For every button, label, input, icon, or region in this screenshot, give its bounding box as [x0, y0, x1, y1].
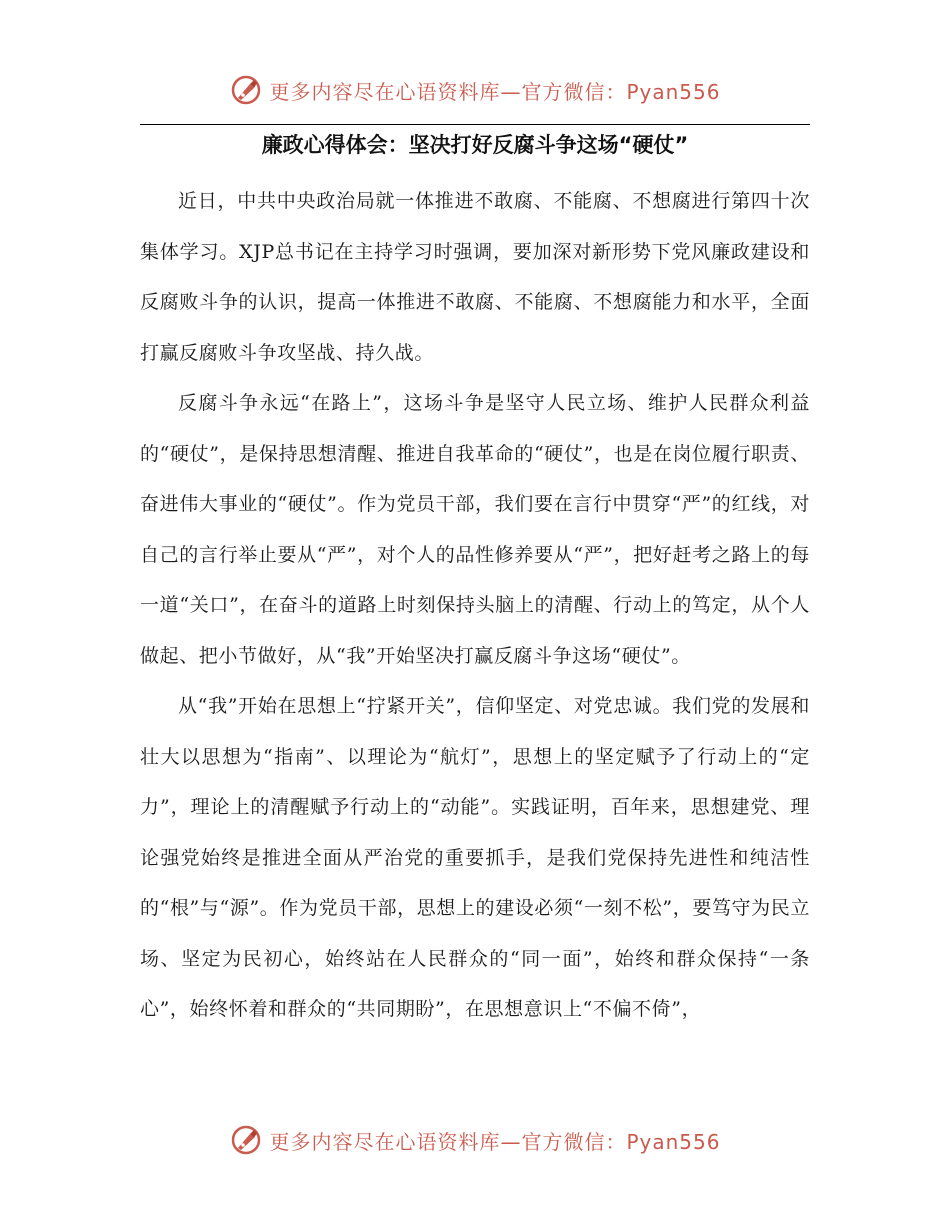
paragraph: 近日，中共中央政治局就一体推进不敢腐、不能腐、不想腐进行第四十次集体学习。XJP总书记在主持学习时强调，要加深对新形势下党风廉政建设和反腐败斗争的认识，提高一体推进不敢腐、不能腐、不想腐能力和水平，全面打赢反腐败斗争攻坚战、持久战。: [140, 190, 810, 364]
pen-nib-logo-icon: [229, 1123, 263, 1157]
footer-banner: [0, 1120, 950, 1160]
header-banner-text: 更多内容尽在心语资料库—官方微信：Pyan556: [269, 79, 721, 104]
paragraph: 反腐斗争永远“在路上”，这场斗争是坚守人民立场、维护人民群众利益的“硬仗”，是保持思想清醒、推进自我革命的“硬仗”，也是在岗位履行职责、奋进伟大事业的“硬仗”。作为党员干部，我们要在言行中贯穿“严”的红线，对自己的言行举止要从“严”，对个人的品性修养要从“严”，把好赶考之路上的每一道“关口”，在奋斗的道路上时刻保持头脑上的清醒、行动上的笃定，从个人做起、把小节做好，从“我”开始坚决打赢反腐斗争这场“硬仗”。: [140, 392, 810, 667]
document-title: 廉政心得体会：坚决打好反腐斗争这场“硬仗”: [261, 133, 689, 157]
document-body: [140, 176, 810, 1035]
paragraph: 从“我”开始在思想上“拧紧开关”，信仰坚定、对党忠诚。我们党的发展和壮大以思想为“指南”、以理论为“航灯”，思想上的坚定赋予了行动上的“定力”，理论上的清醒赋予行动上的“动能”。实践证明，百年来，思想建党、理论强党始终是推进全面从严治党的重要抓手，是我们党保持先进性和纯洁性的“根”与“源”。作为党员干部，思想上的建设必须“一刻不松”，要笃守为民立场、坚定为民初心，始终站在人民群众的“同一面”，始终和群众保持“一条心”，始终怀着和群众的“共同期盼”，在思想意识上“不偏不倚”，: [140, 695, 810, 1020]
footer-banner-text: 更多内容尽在心语资料库—官方微信：Pyan556: [269, 1129, 721, 1154]
pen-nib-logo-icon: [229, 73, 263, 107]
header-banner: [0, 70, 950, 110]
header-divider: [140, 124, 810, 125]
